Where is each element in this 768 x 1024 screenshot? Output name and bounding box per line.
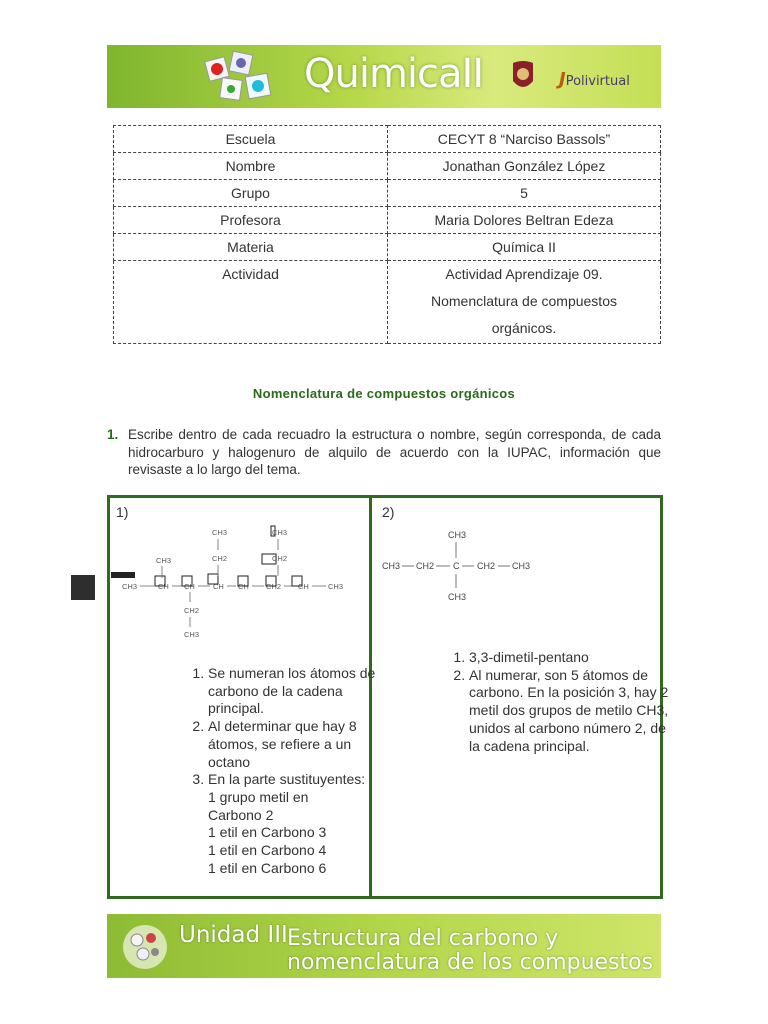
row-key: Grupo <box>114 180 388 207</box>
polivirtual-logo: JPolivirtual <box>559 69 630 90</box>
step-text: 3. En la parte sustituyentes: <box>208 771 366 788</box>
substituent-note: 1 etil en Carbono 6 <box>208 859 327 876</box>
substituent-note: Carbono 2 <box>208 806 274 823</box>
molecule-cubes-icon <box>203 49 283 105</box>
exercise-box <box>107 495 669 899</box>
row-value: Química II <box>388 234 661 261</box>
top-methyl: CH3 <box>448 530 467 540</box>
chain-atom: CH3 <box>382 561 401 571</box>
exercise-1-structure <box>110 516 368 646</box>
table-row <box>114 261 661 344</box>
instruction-text: Escribe dentro de cada recuadro la estructura o nombre, según corresponda, de cada hidrocarburo y halogenuro de alquilo de acuerdo con la IUPAC, información que revisaste a lo largo del tema. <box>128 427 661 477</box>
chain-atom: CH3 <box>122 582 138 591</box>
row-key: Escuela <box>114 126 388 153</box>
substituent: CH3 <box>156 556 172 565</box>
instruction <box>107 426 661 479</box>
molecule-cluster-icon <box>117 920 173 974</box>
substituent: CH3 <box>272 528 288 537</box>
table-row <box>114 207 661 234</box>
substituent: CH3 <box>212 528 228 537</box>
chain-atom: C <box>453 561 460 571</box>
chain-atom: CH <box>184 582 195 591</box>
activity-line: Nomenclatura de compuestos <box>431 293 617 309</box>
activity-line: orgánicos. <box>491 320 557 336</box>
header-banner <box>107 45 661 108</box>
list-item: 2. Al determinar que hay 8 átomos, se refiere a un octano <box>208 718 386 771</box>
table-row <box>114 126 661 153</box>
table-row <box>114 153 661 180</box>
row-value: 5 <box>388 180 661 207</box>
chain-atom: CH <box>238 582 249 591</box>
activity-line: Actividad Aprendizaje 09. <box>445 266 603 282</box>
unit-title: Unidad III <box>179 922 288 948</box>
chain-atom: CH3 <box>512 561 531 571</box>
chain-atom: CH3 <box>328 582 344 591</box>
header-title: QuimicaII <box>304 51 484 97</box>
substituent-note: 1 etil en Carbono 4 <box>208 842 327 859</box>
list-item <box>208 771 386 877</box>
table-row <box>114 180 661 207</box>
exercise-1-steps <box>186 665 386 877</box>
student-info-table <box>113 125 661 344</box>
row-value <box>388 261 661 344</box>
section-title: Nomenclatura de compuestos orgánicos <box>252 386 516 401</box>
exercise-1-label: 1) <box>116 504 129 520</box>
row-key: Materia <box>114 234 388 261</box>
row-key: Actividad <box>114 261 388 344</box>
substituent: CH2 <box>212 554 228 563</box>
row-key: Nombre <box>114 153 388 180</box>
substituent: CH2 <box>184 606 200 615</box>
chain-atom: CH <box>158 582 169 591</box>
row-value: CECYT 8 “Narciso Bassols” <box>388 126 661 153</box>
row-key: Profesora <box>114 207 388 234</box>
substituent: CH3 <box>184 630 200 639</box>
exercise-2-structure <box>378 526 548 606</box>
chain-atom: CH <box>298 582 309 591</box>
institution-seal-icon <box>511 59 535 93</box>
highlight-bar <box>111 572 135 578</box>
row-value: Jonathan González López <box>388 153 661 180</box>
instruction-number: 1. <box>107 427 119 442</box>
list-item: 2. Al numerar, son 5 átomos de carbono. En la posición 3, hay 2 metil dos grupos de metilo CH3, unidos al carbono número 2, de la cadena principal. <box>469 667 679 756</box>
substituent-note: 1 etil en Carbono 3 <box>208 824 327 841</box>
substituent: CH2 <box>272 554 288 563</box>
chain-atom: CH <box>213 582 224 591</box>
chain-atom: CH2 <box>266 582 282 591</box>
chain-atom: CH2 <box>477 561 496 571</box>
exercise-2-steps <box>447 649 679 755</box>
table-row <box>114 234 661 261</box>
chain-atom: CH2 <box>416 561 435 571</box>
unit-subtitle-line1: Estructura del carbono y <box>287 926 559 951</box>
unit-subtitle-line2: nomenclatura de los compuestos <box>287 950 654 975</box>
list-item: 1. 3,3-dimetil-pentano <box>469 649 679 667</box>
substituent-note: 1 grupo metil en <box>208 788 309 805</box>
row-value: Maria Dolores Beltran Edeza <box>388 207 661 234</box>
footer-banner <box>107 914 661 978</box>
exercise-2-label: 2) <box>382 504 395 520</box>
list-item: 1. Se numeran los átomos de carbono de la cadena principal. <box>208 665 386 718</box>
bottom-methyl: CH3 <box>448 592 467 602</box>
side-marker <box>71 575 95 600</box>
